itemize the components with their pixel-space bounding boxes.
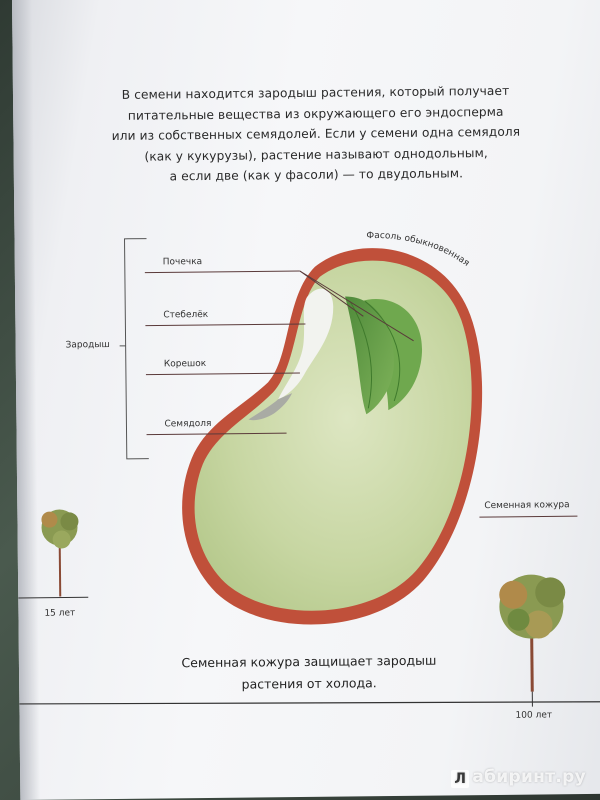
leader-line-plumule xyxy=(145,271,300,273)
caption-line: Семенная кожура защищает зародыш xyxy=(181,652,437,671)
embryo-group-label: Зародыш xyxy=(65,339,110,351)
small-tree xyxy=(17,509,88,598)
part-label-cotyledon: Семядоля xyxy=(164,418,212,430)
small-tree-age-label: 15 лет xyxy=(44,608,76,619)
watermark-text: абиринт.ру xyxy=(472,767,586,787)
embryo-bracket xyxy=(125,239,149,459)
intro-line: а если две (как у фасоли) — то двудольным. xyxy=(169,166,464,184)
part-label-plumule: Почечка xyxy=(162,257,203,268)
caption-line: растения от холода. xyxy=(241,675,377,692)
intro-line: питательные вещества из окружающего его эндосперма xyxy=(127,104,504,123)
leader-line-coat xyxy=(479,516,577,517)
leader-line-hypocotyl xyxy=(145,324,305,326)
species-label-text: Фасоль обыкновенная xyxy=(366,231,472,269)
intro-line: В семени находится зародыш растения, который получает xyxy=(121,83,510,102)
small-tree-baseline xyxy=(18,597,88,598)
watermark-logo: Л xyxy=(451,770,469,788)
big-tree-age-label: 100 лет xyxy=(515,710,553,721)
seed-coat-label: Семенная кожура xyxy=(484,500,570,512)
book-page xyxy=(12,0,600,800)
part-label-hypocotyl: Стебелёк xyxy=(163,309,209,321)
part-label-radicle: Корешок xyxy=(163,358,207,370)
watermark xyxy=(451,767,586,788)
caption xyxy=(159,649,459,696)
big-tree xyxy=(499,574,566,707)
timeline-line xyxy=(19,698,600,708)
intro-line: или из собственных семядолей. Если у семени одна семядоля xyxy=(111,124,521,143)
intro-line: (как у кукурузы), растение называют однодольным, xyxy=(144,145,488,164)
